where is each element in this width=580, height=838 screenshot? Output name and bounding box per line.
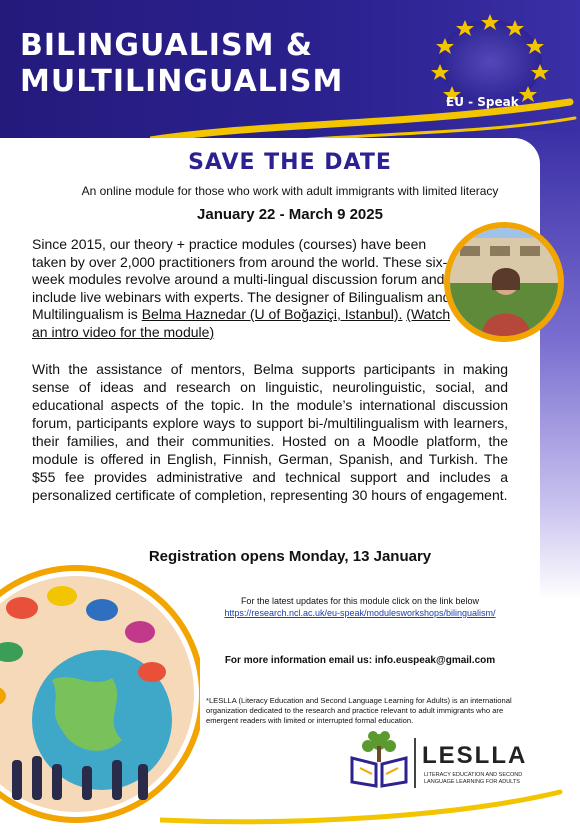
intro-video-link[interactable]: (Watch an intro video for the module): [32, 306, 451, 340]
contact-email: For more information email us: info.euspeak@gmail.com: [224, 655, 496, 666]
portrait-image: [450, 228, 558, 336]
module-dates: January 22 - March 9 2025: [197, 206, 383, 223]
save-the-date-heading: SAVE THE DATE: [188, 150, 392, 175]
bottom-swoosh: [160, 780, 580, 828]
updates-text: For the latest updates for this module click on the link below: [240, 596, 480, 606]
details-paragraph: With the assistance of mentors, Belma supports participants in making sense of ideas and research on linguistic, neurolinguistic, social, and educational aspects of the topic. In the module’s international discussion forum, participants explore ways to support bi-/multilingualism with learners, their families, and their communities. Hosted on a Moodle platform, the module is offered in English, Finnish, German, Spanish, and Turkish. The $55 fee provides administrative and technical support and includes a personalized certificate of completion, representing 30 hours of engagement.: [32, 361, 508, 503]
leslla-tagline: LITERACY EDUCATION AND SECOND LANGUAGE LEARNING FOR ADULTS: [424, 772, 523, 785]
leslla-name: LESLLA: [422, 742, 528, 769]
registration-date: Registration opens Monday, 13 January: [148, 548, 432, 565]
module-link[interactable]: https://research.ncl.ac.uk/eu-speak/modulesworkshops/bilingualism/: [224, 608, 496, 618]
title-line-2: MULTILINGUALISM: [20, 64, 344, 99]
designer-link[interactable]: Belma Haznedar (U of Boğaziçi, Istanbul).: [141, 306, 403, 322]
title-line-1: BILINGUALISM &: [20, 28, 314, 63]
leslla-logo-icon: [342, 728, 416, 788]
subtitle: An online module for those who work with adult immigrants with limited literacy: [81, 184, 499, 198]
designer-photo: [444, 222, 564, 342]
intro-paragraph: [32, 236, 452, 341]
leslla-note: *LESLLA (Literacy Education and Second Language Learning for Adults) is an international organization dedicated to the research and practice relevant to adult immigrants who are emergent readers with limited or interrupted formal education.: [206, 696, 512, 725]
eu-speak-badge: EU - Speak: [446, 95, 519, 109]
intro-text: Since 2015, our theory + practice modules (courses) have been taken by over 2,000 practitioners from around the world. These six-week modules revolve around a multi-lingual discussion forum and include live webinars with experts. The designer of Bilingualism and Multilingualism is: [32, 236, 451, 322]
